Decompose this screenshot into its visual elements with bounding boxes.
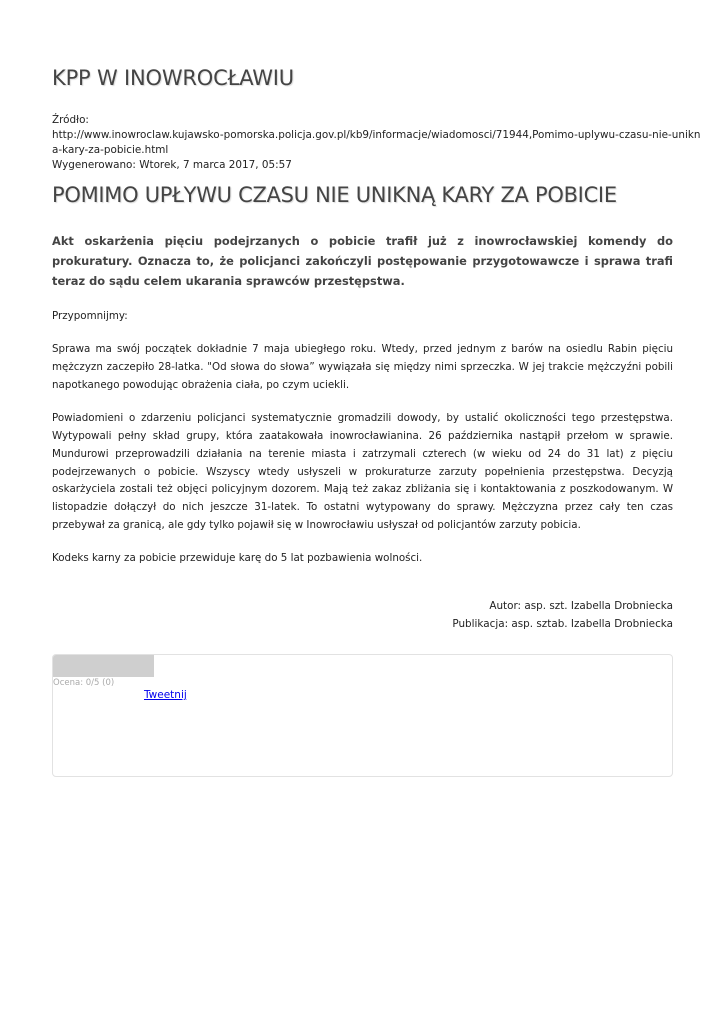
rating-bar[interactable] [53, 655, 154, 677]
source-label: Źródło: [52, 114, 89, 126]
source-url-line-2: a-kary-za-pobicie.html [52, 144, 169, 156]
author: Autor: asp. szt. Izabella Drobniecka [489, 600, 673, 612]
paragraph: Przypomnijmy: [52, 310, 128, 322]
article-title: POMIMO UPŁYWU CZASU NIE UNIKNĄ KARY ZA POBICIE [52, 183, 617, 207]
publication: Publikacja: asp. sztab. Izabella Drobniecka [452, 617, 673, 630]
site-title: KPP W INOWROCŁAWIU [52, 66, 294, 90]
paragraph: Kodeks karny za pobicie przewiduje karę do 5 lat pozbawienia wolności. [52, 552, 423, 565]
article-body [52, 308, 673, 584]
author-block [452, 598, 673, 633]
tweet-link[interactable]: Tweetnij [144, 689, 187, 701]
rating-share-box [52, 654, 673, 777]
rating-text: Ocena: 0/5 (0) [53, 678, 115, 688]
article-lead: Akt oskarżenia pięciu podejrzanych o pobicie trafił już z inowrocławskiej komendy do prokuratury. Oznacza to, że policjanci zakończyli postępowanie przygotowawcze i sprawa trafi teraz do sądu celem ukarania sprawców przestępstwa. [52, 234, 673, 288]
paragraph: Powiadomieni o zdarzeniu policjanci systematycznie gromadzili dowody, by ustalić okoliczności tego przestępstwa. Wytypowali pełny skład grupy, która zaatakowała inowrocławianina. 26 października nastąpił przełom w sprawie. Mundurowi przeprowadzili działania na terenie miasta i zatrzymali czterech (w wieku od 24 do 31 lat) z pięciu podejrzewanych o pobicie. Wszyscy wtedy usłyszeli w prokuraturze zarzuty popełnienia przestępstwa. Decyzją oskarżyciela zostali też objęci policyjnym dozorem. Mają też zakaz zbliżania się i kontaktowania z poszkodowanym. W listopadzie dołączył do nich jeszcze 31-latek. To ostatni wytypowany do sprawy. Mężczyzna przez cały ten czas przebywał za granicą, ale gdy tylko pojawił się w Inowrocławiu usłyszał od policjantów zarzuty pobicia. [52, 412, 673, 531]
paragraph: Sprawa ma swój początek dokładnie 7 maja ubiegłego roku. Wtedy, przed jednym z barów na osiedlu Rabin pięciu mężczyzn zaczepiło 28-latka. "Od słowa do słowa” wywiązała się między nimi sprzeczka. W jej trakcie mężczyźni pobili napotkanego powodując obrażenia ciała, po czym uciekli. [52, 343, 673, 391]
generated-date: Wygenerowano: Wtorek, 7 marca 2017, 05:57 [52, 159, 292, 171]
meta-block [52, 113, 701, 173]
source-url-line-1: http://www.inowroclaw.kujawsko-pomorska.policja.gov.pl/kb9/informacje/wiadomosci/71944,Pomimo-uplywu-czasu-nie-unikn [52, 129, 701, 141]
